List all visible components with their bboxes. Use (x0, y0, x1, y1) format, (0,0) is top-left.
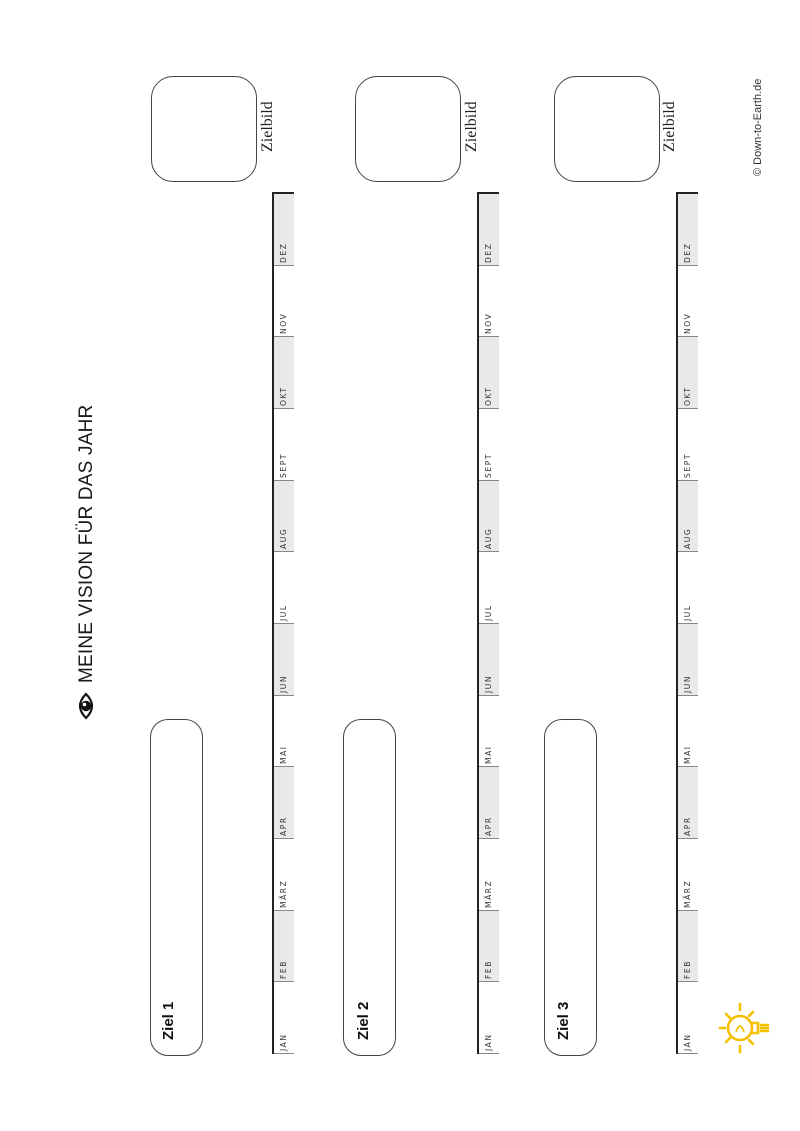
month-divider (274, 623, 294, 624)
page-title: MEINE VISION FÜR DAS JAHR (76, 404, 97, 683)
month-divider (678, 551, 698, 552)
month-label: SEPT (682, 452, 692, 478)
month-label: JUN (682, 674, 692, 693)
month-cell-jan (274, 982, 295, 1054)
goal-image-box-2[interactable] (355, 76, 461, 182)
month-divider (274, 1053, 294, 1054)
month-label: DEZ (278, 242, 288, 263)
month-divider (479, 910, 499, 911)
month-divider (479, 981, 499, 982)
month-cell-märz (678, 839, 699, 911)
month-label: NOV (682, 313, 692, 335)
month-label: JUN (483, 674, 493, 693)
copyright-text: © Down-to-Earth.de (752, 78, 764, 176)
month-divider (678, 695, 698, 696)
month-label: SEPT (278, 452, 288, 478)
month-divider (274, 910, 294, 911)
month-cell-feb (479, 911, 500, 983)
month-timeline-2 (477, 192, 499, 1054)
month-cell-feb (274, 911, 295, 983)
month-cell-sept (274, 409, 295, 481)
month-label: AUG (278, 528, 288, 550)
eye-icon (72, 692, 100, 720)
month-divider (678, 981, 698, 982)
month-label: OKT (483, 386, 493, 406)
month-label: DEZ (682, 242, 692, 263)
month-cell-nov (479, 266, 500, 338)
lightbulb-icon (716, 998, 776, 1058)
month-divider (274, 838, 294, 839)
month-label: DEZ (483, 242, 493, 263)
month-divider (274, 551, 294, 552)
month-divider (479, 265, 499, 266)
month-divider (479, 480, 499, 481)
month-divider (479, 336, 499, 337)
month-divider (274, 265, 294, 266)
month-divider (479, 623, 499, 624)
month-label: FEB (278, 960, 288, 980)
month-cell-märz (274, 839, 295, 911)
month-cell-dez (678, 194, 699, 266)
month-timeline-3 (676, 192, 698, 1054)
month-divider (274, 480, 294, 481)
month-cell-sept (479, 409, 500, 481)
month-label: AUG (682, 528, 692, 550)
month-cell-nov (274, 266, 295, 338)
month-cell-dez (479, 194, 500, 266)
month-cell-aug (274, 481, 295, 553)
month-label: NOV (278, 313, 288, 335)
month-cell-mai (479, 696, 500, 768)
month-cell-apr (678, 767, 699, 839)
goal-label-2: Ziel 2 (355, 1001, 372, 1040)
month-label: JUL (483, 604, 493, 621)
month-label: MAI (278, 745, 288, 765)
month-cell-jul (479, 552, 500, 624)
month-cell-jan (678, 982, 699, 1054)
month-cell-okt (479, 337, 500, 409)
goal-image-box-3[interactable] (554, 76, 660, 182)
month-divider (274, 981, 294, 982)
month-cell-jun (479, 624, 500, 696)
month-divider (678, 265, 698, 266)
month-cell-mai (678, 696, 699, 768)
month-label: APR (278, 816, 288, 836)
month-label: FEB (483, 960, 493, 980)
month-cell-jun (274, 624, 295, 696)
month-cell-sept (678, 409, 699, 481)
month-divider (274, 336, 294, 337)
month-divider (479, 408, 499, 409)
month-cell-okt (274, 337, 295, 409)
goal-image-label-1: Zielbild (259, 101, 276, 152)
month-cell-feb (678, 911, 699, 983)
month-divider (678, 623, 698, 624)
goal-image-label-3: Zielbild (661, 101, 678, 152)
month-cell-nov (678, 266, 699, 338)
month-label: MAI (682, 745, 692, 765)
month-divider (678, 480, 698, 481)
month-label: MÄRZ (682, 879, 692, 908)
month-label: APR (682, 816, 692, 836)
month-divider (479, 1053, 499, 1054)
month-label: MÄRZ (483, 879, 493, 908)
month-divider (678, 336, 698, 337)
month-label: APR (483, 816, 493, 836)
month-label: MAI (483, 745, 493, 765)
month-divider (678, 910, 698, 911)
month-cell-okt (678, 337, 699, 409)
month-divider (479, 766, 499, 767)
month-divider (479, 695, 499, 696)
goal-image-box-1[interactable] (151, 76, 257, 182)
month-label: SEPT (483, 452, 493, 478)
month-label: JAN (483, 1033, 493, 1051)
month-label: JUL (682, 604, 692, 621)
month-label: OKT (682, 386, 692, 406)
month-cell-aug (479, 481, 500, 553)
goal-image-label-2: Zielbild (463, 101, 480, 152)
month-divider (678, 408, 698, 409)
month-cell-märz (479, 839, 500, 911)
month-label: FEB (682, 960, 692, 980)
month-cell-jul (274, 552, 295, 624)
month-divider (678, 766, 698, 767)
month-cell-jul (678, 552, 699, 624)
month-timeline-1 (272, 192, 294, 1054)
month-label: MÄRZ (278, 879, 288, 908)
month-divider (678, 1053, 698, 1054)
month-cell-jan (479, 982, 500, 1054)
month-cell-apr (479, 767, 500, 839)
month-label: JUN (278, 674, 288, 693)
goal-label-1: Ziel 1 (160, 1001, 177, 1040)
month-label: JAN (278, 1033, 288, 1051)
goal-label-3: Ziel 3 (555, 1001, 572, 1040)
month-cell-aug (678, 481, 699, 553)
month-cell-dez (274, 194, 295, 266)
month-label: OKT (278, 386, 288, 406)
month-label: JUL (278, 604, 288, 621)
month-label: JAN (682, 1033, 692, 1051)
month-divider (274, 695, 294, 696)
month-divider (678, 838, 698, 839)
month-divider (479, 551, 499, 552)
month-cell-jun (678, 624, 699, 696)
month-divider (274, 766, 294, 767)
month-divider (479, 838, 499, 839)
month-label: AUG (483, 528, 493, 550)
month-cell-mai (274, 696, 295, 768)
month-label: NOV (483, 313, 493, 335)
month-divider (274, 408, 294, 409)
month-cell-apr (274, 767, 295, 839)
